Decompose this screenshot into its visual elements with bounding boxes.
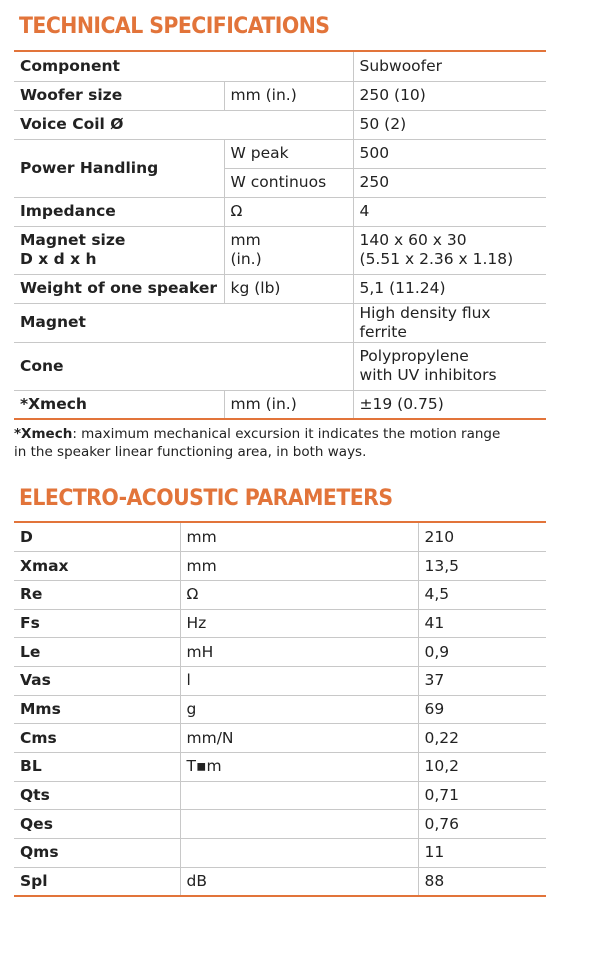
param-name: Le <box>14 638 180 667</box>
param-name: BL <box>14 753 180 782</box>
spec-unit-line: (in.) <box>230 250 262 268</box>
spec-label-line: Magnet size <box>20 231 126 249</box>
spec-label: Power Handling <box>14 139 224 197</box>
spec-value-line: 140 x 60 x 30 <box>359 231 467 249</box>
spec-label: Woofer size <box>14 81 224 110</box>
param-name: Re <box>14 580 180 609</box>
spec-value: 250 <box>353 168 546 197</box>
param-unit: Ω <box>180 580 418 609</box>
electro-acoustic-parameters-title: ELECTRO-ACOUSTIC PARAMETERS <box>19 486 393 511</box>
footnote-line-2: in the speaker linear functioning area, in both ways. <box>14 444 367 460</box>
spec-row-woofer-size <box>14 81 546 110</box>
spec-unit: kg (lb) <box>224 274 353 303</box>
param-row <box>14 839 546 868</box>
spec-unit <box>224 226 353 274</box>
param-unit: mH <box>180 638 418 667</box>
param-value: 37 <box>418 666 546 695</box>
param-value: 41 <box>418 609 546 638</box>
param-row <box>14 753 546 782</box>
param-name: Cms <box>14 724 180 753</box>
spec-value: ±19 (0.75) <box>353 390 546 419</box>
spec-label <box>14 226 224 274</box>
spec-value: 5,1 (11.24) <box>353 274 546 303</box>
param-row <box>14 609 546 638</box>
param-value: 0,9 <box>418 638 546 667</box>
param-row <box>14 638 546 667</box>
param-unit: mm <box>180 523 418 552</box>
param-name: Fs <box>14 609 180 638</box>
param-unit: l <box>180 666 418 695</box>
param-value: 4,5 <box>418 580 546 609</box>
spec-row-xmech <box>14 390 546 419</box>
spec-row-magnet <box>14 303 546 342</box>
footnote-line-1 <box>14 425 554 443</box>
param-unit: T▪m <box>180 753 418 782</box>
param-row <box>14 781 546 810</box>
spec-value: Subwoofer <box>353 52 546 81</box>
param-row <box>14 552 546 581</box>
spec-unit: mm (in.) <box>224 390 353 419</box>
param-value: 10,2 <box>418 753 546 782</box>
param-row <box>14 724 546 753</box>
param-unit: dB <box>180 867 418 896</box>
param-unit <box>180 810 418 839</box>
param-value: 88 <box>418 867 546 896</box>
param-name: D <box>14 523 180 552</box>
param-name: Qes <box>14 810 180 839</box>
param-name: Vas <box>14 666 180 695</box>
param-value: 13,5 <box>418 552 546 581</box>
spec-row-power-peak <box>14 139 546 168</box>
footnote-term: *Xmech <box>14 426 73 442</box>
spec-label: Weight of one speaker <box>14 274 224 303</box>
spec-label: *Xmech <box>14 390 224 419</box>
spec-value-line: with UV inhibitors <box>359 366 497 384</box>
spec-value: 250 (10) <box>353 81 546 110</box>
spec-unit: W continuos <box>224 168 353 197</box>
spec-value: 4 <box>353 197 546 226</box>
param-value: 0,76 <box>418 810 546 839</box>
param-value: 0,22 <box>418 724 546 753</box>
technical-specifications-title: TECHNICAL SPECIFICATIONS <box>19 14 330 39</box>
param-row <box>14 810 546 839</box>
technical-specifications-table <box>14 52 546 420</box>
spec-value <box>353 226 546 274</box>
spec-row-impedance <box>14 197 546 226</box>
param-row <box>14 666 546 695</box>
param-name: Mms <box>14 695 180 724</box>
param-unit <box>180 839 418 868</box>
spec-row-weight <box>14 274 546 303</box>
param-name: Xmax <box>14 552 180 581</box>
spec-value: 50 (2) <box>353 110 546 139</box>
param-unit: mm <box>180 552 418 581</box>
param-value: 0,71 <box>418 781 546 810</box>
param-row <box>14 867 546 896</box>
xmech-footnote <box>14 425 554 461</box>
param-row <box>14 695 546 724</box>
spec-unit: mm (in.) <box>224 81 353 110</box>
param-table-body <box>14 523 546 896</box>
spec-label-line: D x d x h <box>20 250 97 268</box>
param-name: Spl <box>14 867 180 896</box>
spec-label: Impedance <box>14 197 224 226</box>
spec-row-voice-coil <box>14 110 546 139</box>
param-name: Qts <box>14 781 180 810</box>
spec-row-component <box>14 52 546 81</box>
spec-label: Magnet <box>14 303 353 342</box>
param-unit: Hz <box>180 609 418 638</box>
param-name: Qms <box>14 839 180 868</box>
spec-value-line: Polypropylene <box>359 347 469 365</box>
electro-acoustic-parameters-table <box>14 523 546 897</box>
spec-unit: Ω <box>224 197 353 226</box>
param-value: 210 <box>418 523 546 552</box>
param-row <box>14 523 546 552</box>
spec-unit: W peak <box>224 139 353 168</box>
spec-label: Voice Coil Ø <box>14 110 353 139</box>
spec-row-magnet-size <box>14 226 546 274</box>
param-unit: mm/N <box>180 724 418 753</box>
spec-value-line: (5.51 x 2.36 x 1.18) <box>359 250 514 268</box>
param-unit <box>180 781 418 810</box>
spec-label: Cone <box>14 342 353 390</box>
spec-row-cone <box>14 342 546 390</box>
param-unit: g <box>180 695 418 724</box>
param-value: 69 <box>418 695 546 724</box>
spec-value: High density flux ferrite <box>353 303 546 342</box>
param-value: 11 <box>418 839 546 868</box>
param-row <box>14 580 546 609</box>
spec-unit-line: mm <box>230 231 261 249</box>
spec-value: 500 <box>353 139 546 168</box>
spec-value <box>353 342 546 390</box>
spec-label: Component <box>14 52 353 81</box>
footnote-text: : maximum mechanical excursion it indicates the motion range <box>72 426 501 442</box>
